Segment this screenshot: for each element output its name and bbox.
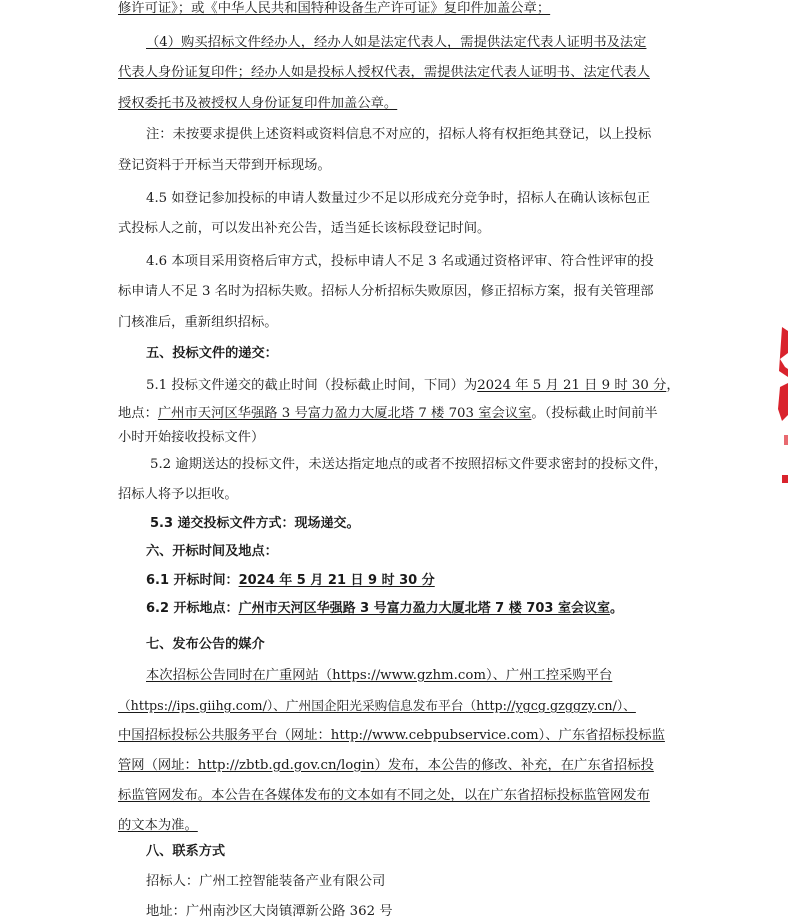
location-address: 广州市天河区华强路 3 号富力盈力大厦北塔 7 楼 703 室会议室 bbox=[157, 406, 532, 421]
open-time-label: 6.1 开标时间： bbox=[146, 573, 239, 588]
text-line: （4）购买招标文件经办人，经办人如是法定代表人，需提供法定代表人证明书及法定 bbox=[146, 35, 647, 50]
text-line: 标申请人不足 3 名时为招标失败。招标人分析招标失败原因，修正招标方案，报有关管理部 bbox=[118, 284, 654, 299]
text-line: 标监管网发布。本公告在各媒体发布的文本如有不同之处，以在广东省招标投标监管网发布 bbox=[118, 788, 650, 803]
text-line: 本次招标公告同时在广重网站（https://www.gzhm.com）、广州工控采购平台 bbox=[146, 668, 613, 683]
text-line: 小时开始接收投标文件） bbox=[118, 430, 265, 445]
location-label: 地点： bbox=[118, 406, 158, 421]
text-line: 地址：广州南沙区大岗镇潭新公路 362 号 bbox=[146, 904, 393, 919]
deadline-time: 2024 年 5 月 21 日 9 时 30 分 bbox=[477, 378, 667, 393]
text-line: 式投标人之前，可以发出补充公告，适当延长该标段登记时间。 bbox=[118, 221, 491, 236]
text-line: 中国招标投标公共服务平台（网址：http://www.cebpubservice.com）、广东省招标投标监 bbox=[118, 728, 665, 743]
text-line: 招标人：广州工控智能装备产业有限公司 bbox=[146, 874, 386, 889]
text-line: 登记资料于开标当天带到开标现场。 bbox=[118, 158, 331, 173]
section-heading: 六、开标时间及地点： bbox=[146, 544, 278, 559]
official-seal-fragment bbox=[776, 325, 788, 495]
text-line: 5.3 递交投标文件方式：现场递交。 bbox=[150, 516, 360, 531]
text-line: 门核准后，重新组织招标。 bbox=[118, 315, 278, 330]
text-line: 注：未按要求提供上述资料或资料信息不对应的，招标人将有权拒绝其登记，以上投标 bbox=[146, 127, 652, 142]
open-time-value: 2024 年 5 月 21 日 9 时 30 分 bbox=[238, 573, 435, 588]
text-line: 4.5 如登记参加投标的申请人数量过少不足以形成充分竞争时，招标人在确认该标包正 bbox=[146, 191, 651, 206]
section-heading: 七、发布公告的媒介 bbox=[146, 637, 265, 652]
location-note: 。（投标截止时间前半 bbox=[531, 406, 658, 421]
text-line: 5.2 逾期送达的投标文件，未送达指定地点的或者不按照招标文件要求密封的投标文件， bbox=[150, 457, 668, 472]
open-place-value: 广州市天河区华强路 3 号富力盈力大厦北塔 7 楼 703 室会议室 bbox=[238, 601, 610, 616]
section-heading: 五、投标文件的递交： bbox=[146, 346, 278, 361]
text-line: 4.6 本项目采用资格后审方式，投标申请人不足 3 名或通过资格评审、符合性评审的投 bbox=[146, 254, 654, 269]
text-line: 修许可证》；或《中华人民共和国特种设备生产许可证》复印件加盖公章； bbox=[118, 1, 551, 16]
text-line: 的文本为准。 bbox=[118, 818, 198, 833]
punctuation: 。 bbox=[609, 601, 623, 616]
open-place-label: 6.2 开标地点： bbox=[146, 601, 239, 616]
deadline-intro: 5.1 投标文件递交的截止时间（投标截止时间，下同）为 bbox=[146, 378, 478, 393]
text-line bbox=[118, 405, 658, 423]
text-line: 授权委托书及被授权人身份证复印件加盖公章。 bbox=[118, 96, 398, 111]
text-line: 招标人将予以拒收。 bbox=[118, 487, 238, 502]
text-line: 管网（网址：http://zbtb.gd.gov.cn/login）发布，本公告的修改、补充，在广东省招标投 bbox=[118, 758, 654, 773]
text-line: （https://ips.giihg.com/）、广州国企阳光采购信息发布平台（http://ygcg.gzggzy.cn/）、 bbox=[118, 698, 636, 713]
text-line bbox=[146, 600, 623, 618]
punctuation: ， bbox=[666, 378, 680, 393]
text-line: 代表人身份证复印件；经办人如是投标人授权代表，需提供法定代表人证明书、法定代表人 bbox=[118, 65, 650, 80]
text-line bbox=[146, 377, 680, 395]
section-heading: 八、联系方式 bbox=[146, 844, 226, 859]
text-line bbox=[146, 572, 435, 590]
